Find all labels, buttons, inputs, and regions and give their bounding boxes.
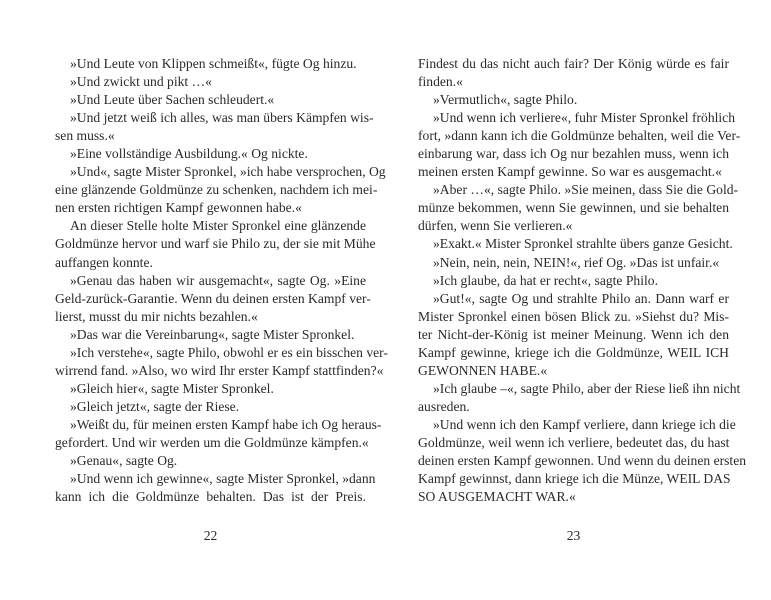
text-line: SO AUSGEMACHT WAR.« xyxy=(418,489,576,505)
paragraph xyxy=(418,91,729,109)
text-line: lierst, musst du mir nichts bezahlen.« xyxy=(55,308,258,324)
text-line: »Und wenn ich den Kampf verliere, dann kriege ich die xyxy=(433,416,736,432)
paragraph xyxy=(418,55,729,91)
text-line: »Und jetzt weiß ich alles, was man übers Kämpfen wis- xyxy=(70,110,374,126)
text-line: Kampf gewinne, kriege ich die Goldmünze, WEIL ICH xyxy=(418,344,729,360)
text-line: »Gut!«, sagte Og und strahlte Philo an. Dann warf er xyxy=(433,290,729,306)
text-line: Geld-zurück-Garantie. Wenn du deinen ersten Kampf ver- xyxy=(55,290,371,306)
text-line: deinen ersten Kampf gewonnen. Und wenn du deinen ersten xyxy=(418,453,747,469)
text-line: eine glänzende Goldmünze zu schenken, nachdem ich mei- xyxy=(55,182,378,198)
paragraph xyxy=(55,272,371,326)
paragraph xyxy=(418,254,729,272)
text-line: sen muss.« xyxy=(55,128,115,144)
text-line: »Und wenn ich gewinne«, sagte Mister Spronkel, »dann xyxy=(70,471,376,487)
text-line: »Und Leute über Sachen schleudert.« xyxy=(70,92,275,108)
paragraph xyxy=(55,55,366,73)
paragraph xyxy=(55,326,366,344)
text-line: »Exakt.« Mister Spronkel strahlte übers ganze Gesicht. xyxy=(433,236,733,252)
text-line: »Vermutlich«, sagte Philo. xyxy=(433,92,578,108)
text-line: »Gleich hier«, sagte Mister Spronkel. xyxy=(70,380,274,396)
text-line: »Und Leute von Klippen schmeißt«, fügte Og hinzu. xyxy=(70,56,357,71)
paragraph xyxy=(55,380,366,398)
paragraph xyxy=(55,145,366,163)
paragraph xyxy=(55,398,366,416)
paragraph xyxy=(55,73,366,91)
page-number-right: 23 xyxy=(566,528,581,543)
left-page-text xyxy=(55,55,388,506)
paragraph xyxy=(418,416,747,506)
text-line: auffangen konnte. xyxy=(55,254,153,270)
text-line: »Aber …«, sagte Philo. »Sie meinen, dass Sie die Gold- xyxy=(433,182,739,198)
text-line: »Und wenn ich verliere«, fuhr Mister Spronkel fröhlich xyxy=(433,110,736,126)
paragraph xyxy=(418,290,729,380)
paragraph xyxy=(418,380,741,416)
text-line: Kampf gewinnst, dann kriege ich die Münze, WEIL DAS xyxy=(418,471,731,487)
paragraph xyxy=(55,109,374,145)
text-line: ter Nicht-der-König ist meiner Meinung. Wenn ich den xyxy=(418,326,729,342)
text-line: kann ich die Goldmünze behalten. Das ist der Preis. xyxy=(55,489,366,505)
paragraph xyxy=(418,181,739,235)
text-line: ausreden. xyxy=(418,398,470,414)
paragraph xyxy=(418,272,729,290)
text-line: meinen ersten Kampf gewinne. So war es ausgemacht.« xyxy=(418,164,722,180)
paragraph xyxy=(55,91,366,109)
paragraph xyxy=(55,344,388,380)
text-line: »Das war die Vereinbarung«, sagte Mister Spronkel. xyxy=(70,326,355,342)
paragraph xyxy=(418,235,733,253)
text-line: »Ich verstehe«, sagte Philo, obwohl er es ein bisschen ver- xyxy=(70,344,388,360)
paragraph xyxy=(55,470,376,506)
paragraph xyxy=(55,416,382,452)
text-line: münze bekommen, wenn Sie gewinnen, und sie behalten xyxy=(418,200,729,216)
right-page-text xyxy=(418,55,747,506)
text-line: »Gleich jetzt«, sagte der Riese. xyxy=(70,398,240,414)
text-line: Goldmünze hervor und warf sie Philo zu, der sie mit Mühe xyxy=(55,236,376,252)
text-line: Goldmünze, weil wenn ich verliere, bedeutet das, du hast xyxy=(418,434,730,450)
paragraph xyxy=(55,217,376,271)
text-line: gefordert. Und wir werden um die Goldmünze kämpfen.« xyxy=(55,434,369,450)
text-line: »Und zwickt und pikt …« xyxy=(70,74,212,90)
text-line: Findest du das nicht auch fair? Der König würde es fair xyxy=(418,56,729,71)
page-number-left: 22 xyxy=(203,528,218,543)
text-line: fort, »dann kann ich die Goldmünze behalten, weil die Ver- xyxy=(418,128,741,144)
text-line: »Und«, sagte Mister Spronkel, »ich habe versprochen, Og xyxy=(70,164,386,180)
text-line: »Genau«, sagte Og. xyxy=(70,453,178,469)
text-line: »Nein, nein, nein, NEIN!«, rief Og. »Das ist unfair.« xyxy=(433,254,720,270)
paragraph xyxy=(55,163,386,217)
text-line: wirrend fand. »Also, wo wird Ihr erster Kampf stattfinden?« xyxy=(55,362,384,378)
paragraph xyxy=(55,452,366,470)
text-line: dürfen, wenn Sie verlieren.« xyxy=(418,218,573,234)
text-line: An dieser Stelle holte Mister Spronkel eine glänzende xyxy=(70,218,366,234)
text-line: finden.« xyxy=(418,74,463,90)
text-line: »Weißt du, für meinen ersten Kampf habe ich Og heraus- xyxy=(70,416,382,432)
paragraph xyxy=(418,109,741,181)
text-line: »Eine vollständige Ausbildung.« Og nickte. xyxy=(70,146,308,162)
text-line: nen ersten richtigen Kampf gewonnen habe.« xyxy=(55,200,302,216)
text-line: »Ich glaube –«, sagte Philo, aber der Riese ließ ihn nicht xyxy=(433,380,741,396)
text-line: einbarung war, dass ich Og nur bezahlen muss, wenn ich xyxy=(418,146,729,162)
text-line: Mister Spronkel einen bösen Blick zu. »Siehst du? Mis- xyxy=(418,308,729,324)
text-line: »Ich glaube, da hat er recht«, sagte Philo. xyxy=(433,272,658,288)
text-line: GEWONNEN HABE.« xyxy=(418,362,548,378)
text-line: »Genau das haben wir ausgemacht«, sagte Og. »Eine xyxy=(70,272,366,288)
